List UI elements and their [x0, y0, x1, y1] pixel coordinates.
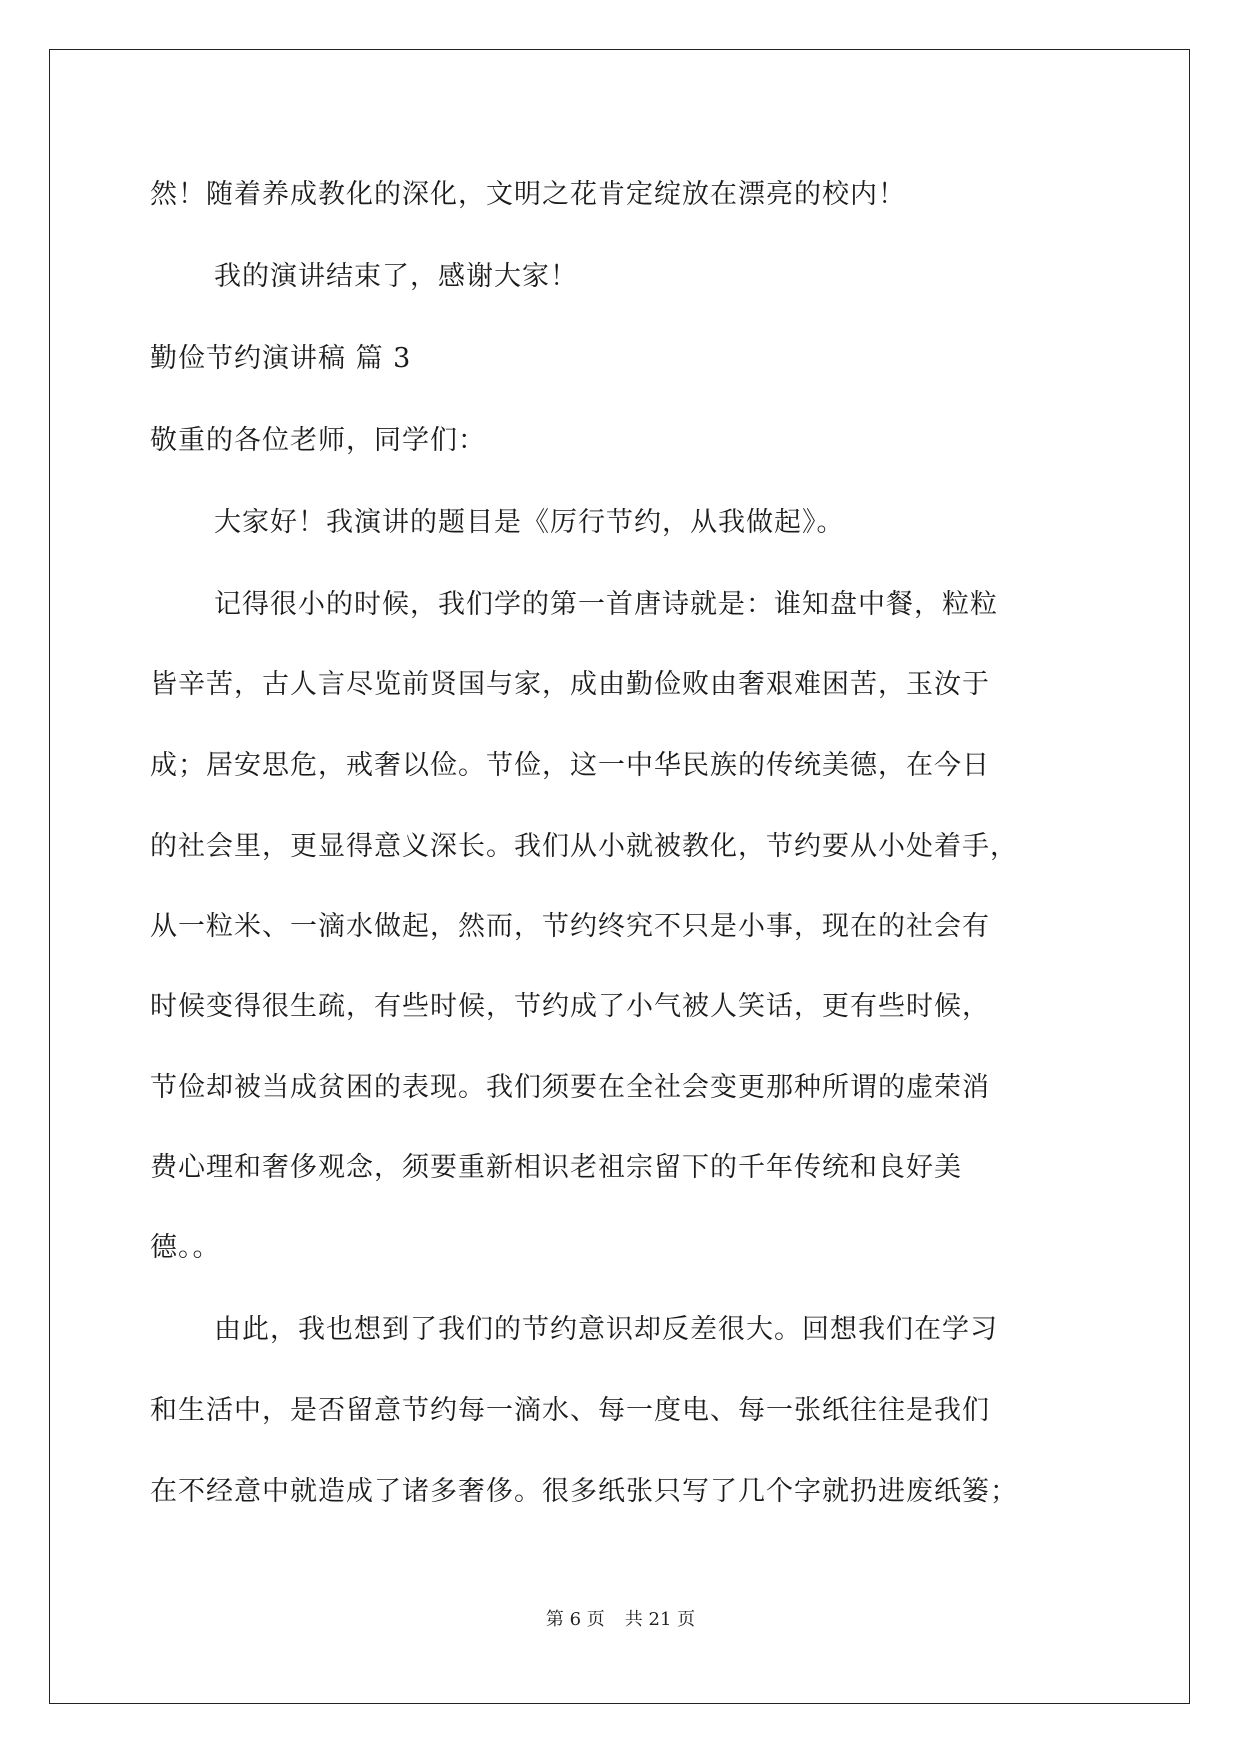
paragraph-line: 和生活中，是否留意节约每一滴水、每一度电、每一张纸往往是我们 — [150, 1395, 990, 1426]
paragraph-line: 费心理和奢侈观念，须要重新相识老祖宗留下的千年传统和良好美 — [150, 1152, 962, 1183]
salutation: 敬重的各位老师，同学们： — [150, 425, 486, 456]
section-heading: 勤俭节约演讲稿 篇 3 — [150, 343, 412, 374]
page-total: 共 21 页 — [624, 1609, 696, 1630]
paragraph-line: 成；居安思危，戒奢以俭。节俭，这一中华民族的传统美德，在今日 — [150, 750, 990, 781]
text-line-greeting: 大家好！我演讲的题目是《厉行节约，从我做起》。 — [214, 507, 845, 538]
text-line-continuation: 然！随着养成教化的深化，文明之花肯定绽放在漂亮的校内！ — [150, 179, 906, 210]
paragraph-line: 在不经意中就造成了诸多奢侈。很多纸张只写了几个字就扔进废纸篓； — [150, 1476, 1018, 1507]
page-footer — [0, 1608, 1241, 1632]
paragraph-line: 记得很小的时候，我们学的第一首唐诗就是：谁知盘中餐，粒粒 — [214, 589, 998, 620]
paragraph-line: 的社会里，更显得意义深长。我们从小就被教化，节约要从小处着手， — [150, 831, 1018, 862]
paragraph-line: 德。。 — [150, 1232, 221, 1263]
page-number: 第 6 页 — [545, 1609, 605, 1630]
paragraph-line: 时候变得很生疏，有些时候，节约成了小气被人笑话，更有些时候， — [150, 991, 990, 1022]
text-line-closing: 我的演讲结束了，感谢大家！ — [214, 261, 578, 292]
paragraph-line: 皆辛苦，古人言尽览前贤国与家，成由勤俭败由奢艰难困苦，玉汝于 — [150, 669, 990, 700]
paragraph-line: 节俭却被当成贫困的表现。我们须要在全社会变更那种所谓的虚荣消 — [150, 1072, 990, 1103]
paragraph-line: 由此，我也想到了我们的节约意识却反差很大。回想我们在学习 — [214, 1314, 998, 1345]
paragraph-line: 从一粒米、一滴水做起，然而，节约终究不只是小事，现在的社会有 — [150, 911, 990, 942]
page-border — [49, 49, 1190, 1704]
